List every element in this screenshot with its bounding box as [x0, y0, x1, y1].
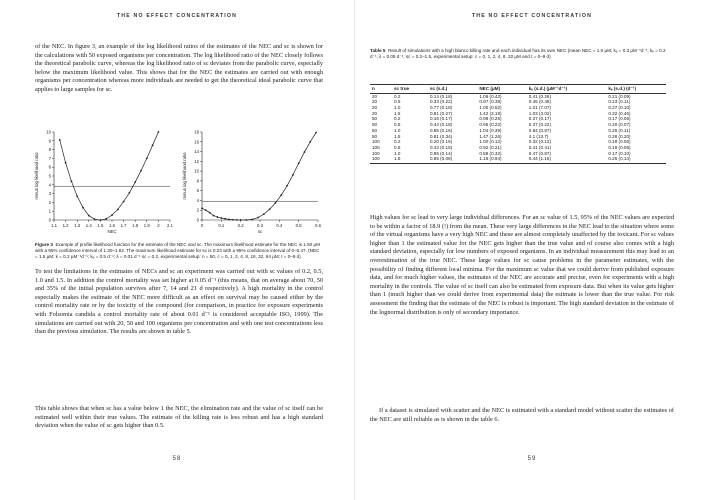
table-cell: 0.81 (0.34)	[429, 133, 453, 139]
left-page	[0, 0, 354, 500]
table-cell: 0.28 (0.20)	[608, 133, 631, 139]
table-header-cell: sc (s.d.)	[428, 85, 477, 94]
table-cell: 0.85 (0.14)	[429, 150, 453, 156]
table-cell: 1.03 (3.02)	[528, 110, 551, 116]
table-cell: 100	[372, 150, 380, 156]
x-tick-label: 1.3	[74, 223, 81, 228]
figure-3-caption	[35, 242, 323, 261]
table-cell: 1.5	[393, 110, 401, 116]
table-cell: 50	[372, 122, 378, 128]
x-axis-title: NEC	[107, 229, 117, 234]
y-tick-label: 18	[194, 129, 199, 135]
page-number-left: 58	[172, 456, 182, 462]
table-cell: 0.2	[393, 139, 401, 145]
table-5-caption-label: Table 5	[370, 48, 386, 53]
y-tick-label: 6	[196, 188, 199, 194]
page-number-right: 59	[527, 456, 537, 462]
left-paragraph-3-text: This table shows that when sc has a value below 1 the NEC, the elimination rate and the value of sc itself can be estimated well within their true values. The estimate of the killing rate is less robust and has a high standard deviation when the value of sc gets higher than 0.5.	[35, 405, 323, 430]
data-point	[123, 201, 125, 203]
table-cell: 0.25 (0.11)	[608, 127, 631, 133]
data-point	[111, 214, 113, 216]
data-point	[88, 215, 90, 217]
data-point	[146, 158, 148, 160]
table-cell: 0.16 (0.17)	[429, 116, 453, 122]
x-axis-title: sc	[257, 229, 263, 234]
table-cell: 0.20 (0.15)	[429, 139, 453, 145]
table-cell: 0.17 (0.06)	[608, 116, 631, 122]
table-cell: 0.26 (0.14)	[606, 156, 666, 163]
x-tick-label: 1.4	[85, 223, 92, 228]
table-cell: 1.16 (0.94)	[477, 156, 526, 163]
table-5-caption-text: Result of simulations with a high blanco killing rate and each individual has its own NEC (mean NEC = 1.0 μM; kₑ = 0.3 μM⁻¹d⁻¹; kₑ = 0.2 d⁻¹; λ = 0.05 d⁻¹; sc = 0.2–1.5, experimental setup: c = 0, 1, 2, 4, 8, 32 μM and t = 0–9 d)	[370, 48, 666, 60]
x-tick-label: 0.1	[218, 223, 225, 228]
table-cell: 1.5	[392, 156, 428, 163]
running-head-right: THE NO EFFECT CONCENTRATION	[471, 13, 593, 19]
x-tick-label: 1.9	[143, 223, 150, 228]
y-tick-label: 5	[48, 173, 51, 179]
left-paragraph-3	[35, 405, 323, 431]
data-point	[298, 162, 300, 164]
y-tick-label: 2	[48, 199, 51, 205]
y-tick-label: 16	[194, 139, 199, 145]
table-cell: 0.33 (0.22)	[429, 99, 453, 105]
likelihood-curve	[202, 132, 316, 220]
data-point	[100, 219, 102, 221]
table-cell: 20	[372, 99, 378, 105]
x-tick-label: 1.2	[62, 223, 69, 228]
x-tick-label: 0.4	[276, 223, 283, 228]
data-point	[94, 218, 96, 220]
right-paragraph-2-text: If a dataset is simulated with scatter and the NEC is estimated with a standard model without scatter the estimates of the NEC are still reliable as is shown in the table 6.	[370, 407, 674, 423]
x-tick-label: 0	[200, 223, 204, 228]
y-tick-label: 4	[48, 182, 51, 188]
table-cell: 0.85 (0.16)	[429, 127, 453, 133]
data-point	[263, 213, 265, 215]
table-cell: 0.44 (1.16)	[527, 156, 607, 163]
y-tick-label: 10	[46, 129, 51, 135]
data-point	[82, 207, 84, 209]
data-point	[217, 216, 219, 218]
data-point	[117, 209, 119, 211]
y-tick-label: 0	[196, 217, 199, 223]
y-tick-label: 1	[48, 208, 51, 214]
y-tick-label: 12	[194, 158, 199, 164]
table-row	[370, 156, 666, 163]
table-cell: 1.04 (0.39)	[479, 127, 502, 133]
data-point	[59, 139, 61, 141]
data-point	[129, 192, 131, 194]
data-point	[236, 219, 238, 221]
left-paragraph-2-text: To test the limitations in the estimates of NECs and sc an experiment was carried out with sc values of 0.2, 0.5, 1.0 and 1.5. In addition the control mortality was set higher at 0.05 d⁻¹ (this means, that on average about 70, 50 and 35% of the initial population survives after 7, 14 and 21 d respectively). A high mortality in the control especially makes the estimate of the NEC more difficult as an effect on survival may be caused either by the control mortality rate or by the toxicity of the compound (for comparison, in practice for exposure experiments with Folsomia candida a control mortality rate of about 0.01 d⁻¹ is considered acceptable ISO, 1999). The simulations are carried out with 20, 50 and 100 organisms per concentration and with one test concentrations less than the previous simulation. The results are shown in table 5.	[35, 268, 323, 336]
table-cell: 0.32 (0.46)	[608, 110, 631, 116]
x-tick-label: 2.1	[167, 223, 173, 228]
y-tick-label: 8	[48, 147, 51, 153]
table-cell: 0.20 (0.07)	[608, 122, 631, 128]
table-cell: 0.5	[393, 99, 401, 105]
table-cell: 0.23 (0.11)	[608, 99, 631, 105]
left-paragraph-1	[35, 43, 323, 95]
x-tick-label: 0.5	[295, 223, 302, 228]
data-point	[304, 151, 306, 153]
chart-sc-likelihood	[178, 126, 326, 238]
table-cell: 50	[372, 127, 378, 133]
data-point	[140, 170, 142, 172]
table-cell: 0.27 (0.10)	[608, 105, 631, 110]
table-cell: 0.85 (0.08)	[428, 156, 477, 163]
table-cell: 20	[372, 110, 378, 116]
data-point	[158, 131, 160, 133]
x-tick-label: 1.8	[132, 223, 139, 228]
table-cell: 0.2	[393, 93, 401, 99]
table-cell: 0.17 (0.10)	[608, 150, 631, 156]
table-cell: 0.77 (0.18)	[429, 105, 453, 110]
data-point	[232, 219, 234, 221]
y-tick-label: 10	[194, 168, 199, 174]
running-head-left: THE NO EFFECT CONCENTRATION	[116, 13, 238, 19]
table-cell: 1.0	[393, 127, 401, 133]
left-paragraph-1-text: of the NEC. In figure 3, an example of the log likelihood ratios of the estimates of the NEC and sc is shown for the calculations with 50 exposed organisms per concentration. The log likelihood ratio of the NEC closely follows the theoretical parabolic curve, whereas the log likelihood ratio of sc deviates from the parabolic curve, especially below the maximum likelihood value. This shows that for the NEC the estimates are carried out with enough organisms per concentration whereas more individuals are needed to get the theoretical ideal parabolic curve that applies to large samples for sc.	[35, 43, 323, 93]
y-tick-label: 7	[48, 155, 51, 161]
data-point	[224, 218, 226, 220]
figure-3-caption-label: Figure 3	[35, 242, 53, 247]
table-cell: 1.47 (1.26)	[479, 133, 502, 139]
table-cell: 1.01 (7.07)	[528, 105, 551, 110]
table-header-cell: sc true	[392, 85, 428, 94]
data-point	[201, 207, 203, 209]
table-cell: 20	[372, 93, 378, 99]
table-cell: 0.41 (0.26)	[528, 93, 551, 99]
data-point	[292, 174, 294, 176]
table-cell: 0.81 (0.27)	[429, 110, 453, 116]
data-point	[209, 212, 211, 214]
table-5-caption	[370, 48, 670, 61]
data-point	[205, 209, 207, 211]
figure-3-charts	[30, 126, 325, 238]
x-tick-label: 0.2	[237, 223, 244, 228]
table-body	[370, 93, 666, 163]
table-cell: 100	[372, 139, 380, 145]
table-cell: 0.14 (0.18)	[429, 93, 453, 99]
table-cell: 1.0	[393, 150, 401, 156]
table-cell: 0.41 (0.41)	[528, 144, 551, 150]
table-cell: 1.09 (0.42)	[479, 93, 502, 99]
table-cell: 0.19 (0.08)	[608, 144, 631, 150]
x-tick-label: 1.7	[120, 223, 127, 228]
likelihood-curve	[60, 132, 159, 220]
data-point	[134, 181, 136, 183]
table-cell: 4.1 (13.7)	[528, 133, 549, 139]
table-cell: 0.18 (0.06)	[608, 139, 631, 145]
table-cell: 0.2	[393, 116, 401, 122]
data-point	[257, 217, 259, 219]
table-cell: 0.37 (0.22)	[528, 122, 551, 128]
data-point	[65, 162, 67, 164]
data-point	[280, 194, 282, 196]
y-axis-title: minus log likelihood ratio	[34, 152, 39, 200]
data-point	[251, 219, 253, 221]
x-tick-label: 1.1	[51, 223, 57, 228]
data-point	[309, 141, 311, 143]
table-cell: 0.97 (0.38)	[479, 99, 502, 105]
left-paragraph-2	[35, 268, 323, 337]
table-header-cell: kₑ (s.d.) (μM⁻¹d⁻¹)	[527, 85, 607, 94]
table-cell: 0.45 (0.48)	[528, 99, 551, 105]
y-tick-label: 14	[194, 149, 199, 155]
data-point	[228, 219, 230, 221]
data-point	[152, 144, 154, 146]
table-cell: 1.00 (0.52)	[479, 105, 502, 110]
y-tick-label: 2	[196, 207, 199, 213]
table-cell: 0.47 (0.87)	[528, 150, 551, 156]
y-tick-label: 3	[48, 191, 51, 197]
table-header-row	[370, 85, 666, 94]
data-point	[286, 185, 288, 187]
table-cell: 0.5	[393, 144, 401, 150]
y-tick-label: 0	[48, 217, 51, 223]
y-tick-label: 6	[48, 164, 51, 170]
right-paragraph-1-text: High values for sc lead to very large individual differences. For an sc value of 1.5, 95% of the NEC values are expected to be within a factor of 18.9 (!) from the mean. These very large differences in the NEC lead to the situation where some of the virtual organisms have a very high NEC and these are almost completely unaffected by the toxicant. For sc values higher than 1 the estimated value for the NEC gets higher than the true value and of course also comes with a high standard deviation, especially for low numbers of exposed organisms. In an individual measurement this may lead to an overestimation of the true NEC. These large values for sc cause problems in the parameter estimates, with the possibility of finding different local minima. For the maximum sc value that we could derive from published exposure data, and for much higher values, the estimates of the NEC are accurate and precise, even for experiments with a high mortality in the controls. The value of sc itself can also be estimated from exposure data. But when its value gets higher than 1 (much higher than we could derive from experimental data) the estimate is lower than the true value. For risk assessment the finding that the estimate of the NEC is robust is important. The high standard deviation in the estimate of the lognormal distribution is only of secondary importance.	[370, 214, 674, 316]
table-cell: 100	[372, 144, 380, 150]
data-point	[315, 132, 317, 134]
table-cell: 1.00 (0.12)	[479, 139, 502, 145]
data-point	[246, 219, 248, 221]
table-cell: 20	[372, 105, 378, 110]
right-page	[355, 0, 709, 500]
table-header-cell: NEC (μM)	[477, 85, 526, 94]
table-cell: 100	[370, 156, 392, 163]
data-point	[105, 218, 107, 220]
data-point	[71, 180, 73, 182]
table-header-cell: n	[370, 85, 392, 94]
chart-nec-likelihood	[30, 126, 178, 238]
table-cell: 0.95 (0.22)	[479, 122, 502, 128]
x-tick-label: 1.6	[109, 223, 115, 228]
y-tick-label: 8	[196, 178, 199, 184]
table-cell: 0.84 (0.87)	[528, 127, 551, 133]
figure-3-caption-text: Example of profile likelihood function for the estimate of the NEC and sc. The maximum likelihood estimate for the NEC is 1.50 μM with a 95% confidence interval of 1.30–1.82. The maximum likelihood estimate for sc is 0.23 with a 95% confidence interval of 0–0.47. (NEC = 1.5 μM; k = 0.2 μM⁻¹d⁻¹; kₑ = 0.5 d⁻¹; λ = 0.01 d⁻¹ sc = 0.2, experimental setup: n = 50, c = 0, 1, 2, 4, 8, 16, 32, 64 μM; t = 0–9 d)	[35, 242, 320, 260]
table-cell: 0.21 (0.09)	[608, 93, 631, 99]
table-cell: 0.89 (0.32)	[479, 150, 502, 156]
table-cell: 0.37 (0.17)	[528, 116, 551, 122]
table-cell: 1.0	[393, 105, 401, 110]
table-cell: 0.5	[393, 122, 401, 128]
right-paragraph-2	[370, 407, 674, 424]
y-tick-label: 9	[48, 138, 51, 144]
table-cell: 0.92 (0.21)	[479, 144, 502, 150]
table-cell: 0.32 (0.12)	[528, 139, 551, 145]
x-tick-label: 1.5	[97, 223, 104, 228]
data-point	[275, 202, 277, 204]
y-axis-title: minus log likelihood ratio	[182, 152, 187, 200]
x-tick-label: 0.3	[257, 223, 263, 228]
table-cell: 1.42 (2.18)	[479, 110, 502, 116]
data-point	[76, 195, 78, 197]
data-point	[220, 217, 222, 219]
x-tick-label: 2	[157, 223, 160, 228]
data-point	[213, 215, 215, 217]
table-cell: 0.44 (0.18)	[429, 122, 453, 128]
data-point	[240, 219, 242, 221]
table-5	[370, 84, 666, 164]
table-cell: 1.5	[393, 133, 401, 139]
table-header-cell: kₑ (s.d.) (d⁻¹)	[606, 85, 666, 94]
table-cell: 50	[372, 133, 378, 139]
table-cell: 50	[372, 116, 378, 122]
y-tick-label: 4	[196, 197, 199, 203]
data-point	[269, 208, 271, 210]
right-paragraph-1	[370, 214, 674, 317]
table-cell: 0.43 (0.15)	[429, 144, 453, 150]
x-tick-label: 0.6	[315, 223, 321, 228]
table-cell: 0.98 (0.26)	[479, 116, 502, 122]
